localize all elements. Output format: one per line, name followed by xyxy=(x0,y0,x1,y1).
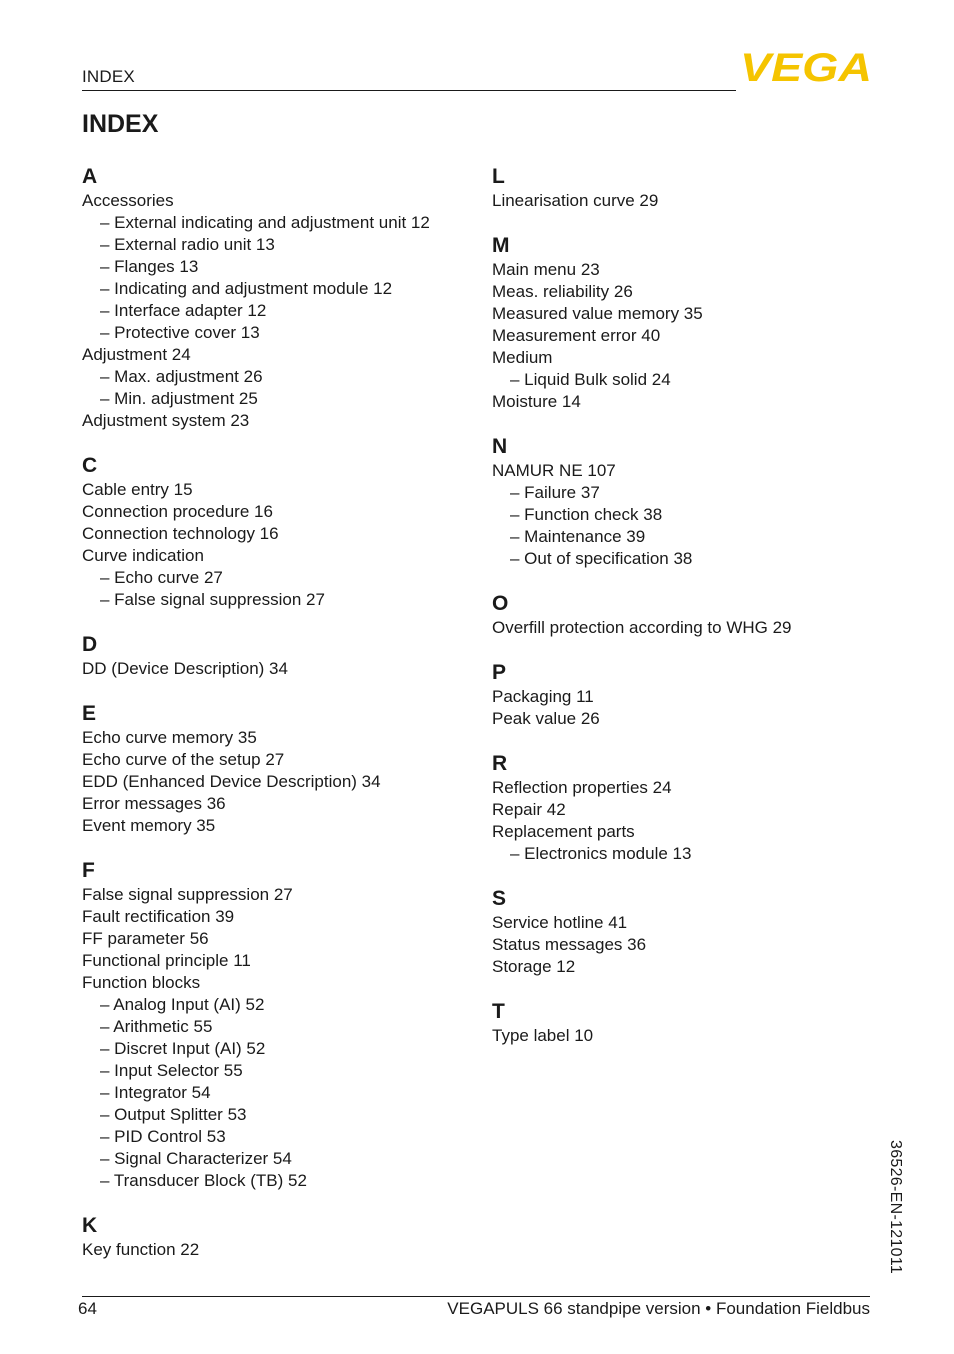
index-subentry: – False signal suppression 27 xyxy=(100,590,325,609)
index-subentry: – Integrator 54 xyxy=(100,1083,211,1102)
section-letter: K xyxy=(82,1214,98,1237)
index-entry: Error messages 36 xyxy=(82,794,226,813)
section-letter: O xyxy=(492,592,509,615)
index-section-t xyxy=(492,998,892,1047)
index-subentry: – Flanges 13 xyxy=(100,257,199,276)
section-letter: T xyxy=(492,1000,505,1023)
index-entry: Fault rectification 39 xyxy=(82,907,235,926)
index-section-r xyxy=(492,750,892,865)
index-subentry: – Failure 37 xyxy=(510,483,600,502)
index-section-f xyxy=(82,857,482,1192)
section-letter: D xyxy=(82,633,98,656)
index-entry: Status messages 36 xyxy=(492,935,647,954)
index-entry: Key function 22 xyxy=(82,1240,200,1259)
section-letter: S xyxy=(492,887,507,910)
index-entry: False signal suppression 27 xyxy=(82,885,293,904)
index-subentry: – Maintenance 39 xyxy=(510,527,646,546)
index-section-a xyxy=(82,163,482,432)
index-subentry: – Analog Input (AI) 52 xyxy=(100,995,265,1014)
document-code: 36526-EN-121011 xyxy=(887,1140,904,1275)
index-column-left xyxy=(82,163,482,1281)
running-header: INDEX xyxy=(82,67,135,86)
index-subentry: – Transducer Block (TB) 52 xyxy=(100,1171,307,1190)
index-entry: Replacement parts xyxy=(492,822,635,841)
index-entry: Function blocks xyxy=(82,973,201,992)
index-entry: Cable entry 15 xyxy=(82,480,193,499)
header-rule xyxy=(82,90,736,91)
index-section-e xyxy=(82,700,482,837)
index-section-k xyxy=(82,1212,482,1261)
index-entry: DD (Device Description) 34 xyxy=(82,659,288,678)
page-number: 64 xyxy=(78,1299,97,1318)
index-entry: NAMUR NE 107 xyxy=(492,461,616,480)
index-entry: Connection procedure 16 xyxy=(82,502,273,521)
index-section-n xyxy=(492,433,892,570)
index-entry: Event memory 35 xyxy=(82,816,216,835)
index-entry: Packaging 11 xyxy=(492,687,594,706)
vega-logo xyxy=(740,50,874,84)
section-letter: C xyxy=(82,454,98,477)
index-entry: Connection technology 16 xyxy=(82,524,279,543)
index-subentry: – Max. adjustment 26 xyxy=(100,367,263,386)
index-entry: Peak value 26 xyxy=(492,709,600,728)
index-entry: Reflection properties 24 xyxy=(492,778,672,797)
index-subentry: – Arithmetic 55 xyxy=(100,1017,213,1036)
logo-text: VEGA xyxy=(740,50,872,84)
section-letter: M xyxy=(492,234,510,257)
index-entry: Service hotline 41 xyxy=(492,913,628,932)
index-entry: Storage 12 xyxy=(492,957,576,976)
index-subentry: – Min. adjustment 25 xyxy=(100,389,258,408)
index-section-d xyxy=(82,631,482,680)
index-entry: Measurement error 40 xyxy=(492,326,661,345)
index-entry: Linearisation curve 29 xyxy=(492,191,659,210)
index-subentry: – External indicating and adjustment unit 12 xyxy=(100,213,430,232)
section-letter: A xyxy=(82,165,98,188)
index-subentry: – Output Splitter 53 xyxy=(100,1105,247,1124)
index-entry: Adjustment 24 xyxy=(82,345,191,364)
page-title: INDEX xyxy=(82,110,159,138)
index-entry: Main menu 23 xyxy=(492,260,600,279)
index-section-m xyxy=(492,232,892,413)
section-letter: R xyxy=(492,752,508,775)
index-entry: Overfill protection according to WHG 29 xyxy=(492,618,792,637)
index-section-l xyxy=(492,163,892,212)
index-entry: Measured value memory 35 xyxy=(492,304,703,323)
index-section-s xyxy=(492,885,892,978)
index-subentry: – Signal Characterizer 54 xyxy=(100,1149,292,1168)
index-entry: Type label 10 xyxy=(492,1026,594,1045)
footer-rule xyxy=(82,1296,870,1297)
index-subentry: – PID Control 53 xyxy=(100,1127,226,1146)
section-letter: L xyxy=(492,165,505,188)
index-entry: EDD (Enhanced Device Description) 34 xyxy=(82,772,381,791)
index-entry: Medium xyxy=(492,348,553,367)
index-section-c xyxy=(82,452,482,611)
index-subentry: – Out of specification 38 xyxy=(510,549,693,568)
section-letter: F xyxy=(82,859,95,882)
index-entry: Adjustment system 23 xyxy=(82,411,250,430)
index-subentry: – Protective cover 13 xyxy=(100,323,260,342)
index-subentry: – Liquid Bulk solid 24 xyxy=(510,370,671,389)
index-subentry: – Input Selector 55 xyxy=(100,1061,243,1080)
index-column-right xyxy=(492,163,892,1067)
index-subentry: – Function check 38 xyxy=(510,505,663,524)
index-entry: Echo curve memory 35 xyxy=(82,728,257,747)
index-entry: Meas. reliability 26 xyxy=(492,282,633,301)
index-section-o xyxy=(492,590,892,639)
index-entry: FF parameter 56 xyxy=(82,929,209,948)
index-entry: Repair 42 xyxy=(492,800,566,819)
index-subentry: – Echo curve 27 xyxy=(100,568,223,587)
section-letter: E xyxy=(82,702,97,725)
index-entry: Moisture 14 xyxy=(492,392,581,411)
index-entry: Curve indication xyxy=(82,546,204,565)
section-letter: N xyxy=(492,435,508,458)
index-entry: Functional principle 11 xyxy=(82,951,251,970)
index-entry: Echo curve of the setup 27 xyxy=(82,750,285,769)
footer-title: VEGAPULS 66 standpipe version • Foundation Fieldbus xyxy=(447,1299,870,1318)
index-subentry: – Interface adapter 12 xyxy=(100,301,267,320)
index-subentry: – External radio unit 13 xyxy=(100,235,275,254)
index-subentry: – Electronics module 13 xyxy=(510,844,692,863)
index-entry: Accessories xyxy=(82,191,174,210)
section-letter: P xyxy=(492,661,507,684)
index-subentry: – Indicating and adjustment module 12 xyxy=(100,279,393,298)
index-subentry: – Discret Input (AI) 52 xyxy=(100,1039,266,1058)
index-section-p xyxy=(492,659,892,730)
